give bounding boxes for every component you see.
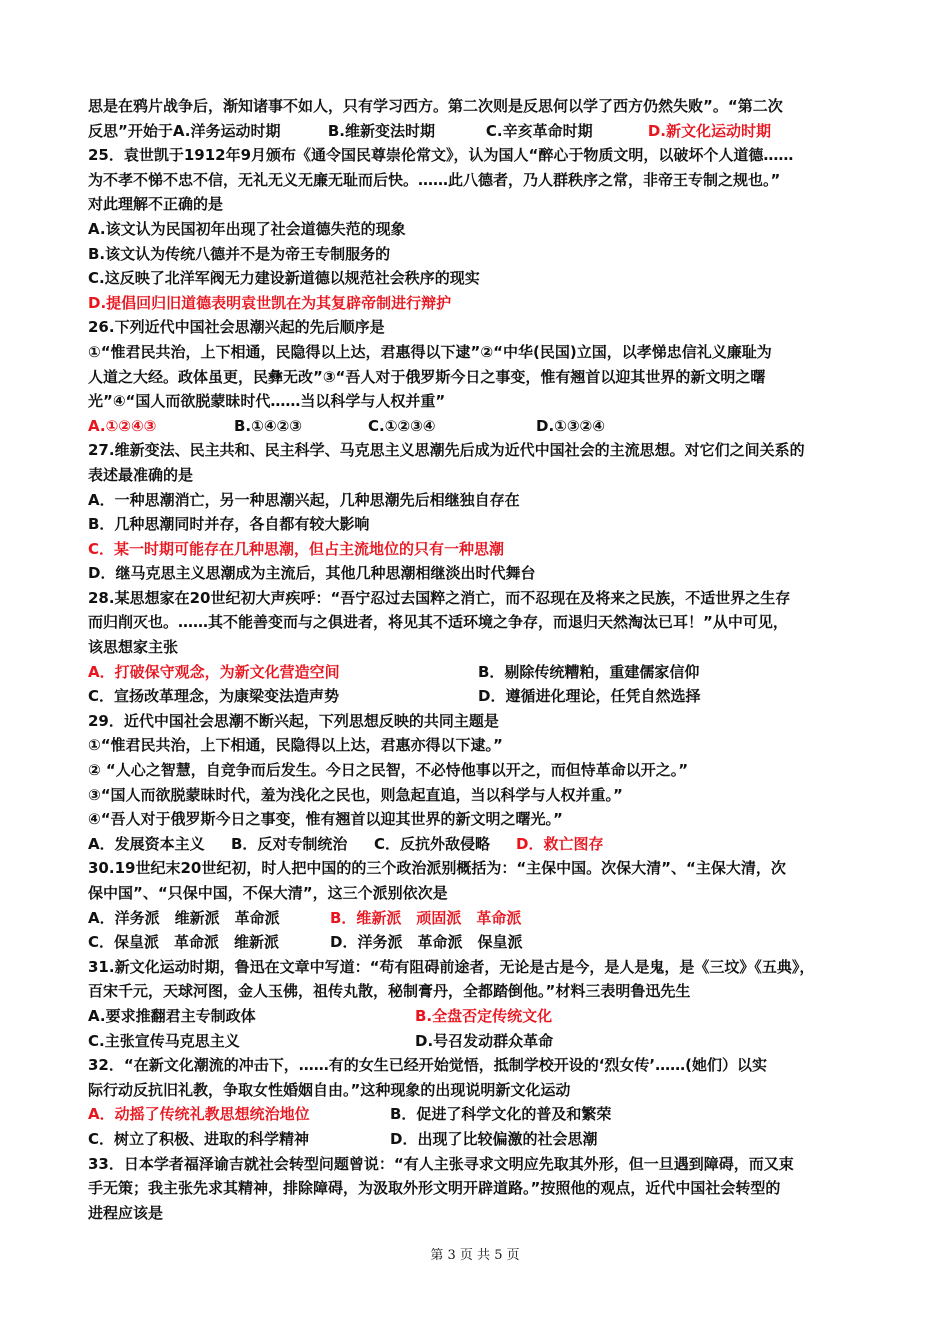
q32-options-row1 <box>88 1102 864 1127</box>
q25-stem-line3: 对此理解不正确的是 <box>88 195 224 214</box>
q26-item-line2: 人道之大经。政体虽更，民彝无改”③“吾人对于俄罗斯今日之事变，惟有翘首以迎其世界的新文明之曙 <box>88 367 766 386</box>
q31-option-b-answer: B.全盘否定传统文化 <box>415 1006 553 1025</box>
q32-option-a-answer: A．动摇了传统礼教思想统治地位 <box>88 1105 310 1124</box>
q27-option-d: D．继马克思主义思潮成为主流后，其他几种思潮相继淡出时代舞台 <box>88 564 536 583</box>
q27-stem-line1: 27.维新变法、民主共和、民主科学、马克思主义思潮先后成为近代中国社会的主流思想。对它们之间关系的 <box>88 441 805 460</box>
q33-stem-line1: 33．日本学者福泽谕吉就社会转型问题曾说：“有人主张寻求文明应先取其外形，但一旦遇到障碍，而又束 <box>88 1154 794 1173</box>
q24-stem-line2: 反思”开始于 <box>88 121 173 140</box>
q30-stem-line1: 30.19世纪末20世纪初，时人把中国的的三个政治派别概括为：“主保中国。次保大清”、“主保大清，次 <box>88 859 786 878</box>
q32-stem-line2: 际行动反抗旧礼教，争取女性婚姻自由。”这种现象的出现说明新文化运动 <box>88 1080 571 1099</box>
q32-options-row2 <box>88 1127 864 1152</box>
q24-option-b: B.维新变法时期 <box>327 121 435 140</box>
q24-stem-line1: 思是在鸦片战争后，渐知诸事不如人，只有学习西方。第二次则是反思何以学了西方仍然失败”。“第二次 <box>88 97 783 115</box>
q24-option-a: A.洋务运动时期 <box>172 121 281 140</box>
page-footer: 第 3 页 共 5 页 <box>430 1248 520 1263</box>
q27-option-a: A．一种思潮消亡，另一种思潮兴起，几种思潮先后相继独自存在 <box>88 490 520 509</box>
q26-item-line1: ①“惟君民共治，上下相通，民隐得以上达，君惠得以下逮”②“中华(民国)立国，以孝悌忠信礼义廉耻为 <box>88 342 772 361</box>
q31-stem-line2: 百宋千元，天球河图，金人玉佛，祖传丸散，秘制膏丹，全都踏倒他。”材料三表明鲁迅先生 <box>88 982 691 1001</box>
q25-stem-line2: 为不孝不悌不忠不信，无礼无义无廉无耻而后快。……此八德者，乃人群秩序之常，非帝王专制之规也。” <box>88 170 781 189</box>
q25-stem-line1: 25．袁世凯于1912年9月颁布《通令国民尊崇伦常文》，认为国人“醉心于物质文明，以破坏个人道德…… <box>88 146 794 165</box>
q29-option-a: A．发展资本主义 <box>88 834 205 853</box>
q27-stem-line2: 表述最准确的是 <box>88 465 194 484</box>
q29-item-4: ④“吾人对于俄罗斯今日之事变，惟有翘首以迎其世界的新文明之曙光。” <box>88 810 563 829</box>
q28-option-b: B．剔除传统糟粕，重建儒家信仰 <box>478 662 700 681</box>
q31-options-row2 <box>88 1029 864 1054</box>
exam-page <box>88 94 864 1225</box>
q31-stem-line1: 31.新文化运动时期，鲁迅在文章中写道：“苟有阻碍前途者，无论是古是今，是人是鬼，是《三坟》《五典》， <box>88 957 815 976</box>
q32-option-b: B．促进了科学文化的普及和繁荣 <box>390 1105 612 1124</box>
q26-item-line3: 光”④“国人而欲脱蒙昧时代……当以科学与人权并重” <box>88 392 446 411</box>
q29-option-b: B．反对专制统治 <box>231 834 348 853</box>
q25-option-c: C.这反映了北洋军阀无力建设新道德以规范社会秩序的现实 <box>88 269 480 288</box>
q29-option-d-answer: D．救亡图存 <box>516 834 604 853</box>
q31-option-c: C.主张宣传马克思主义 <box>88 1031 240 1050</box>
q31-options-row1 <box>88 1004 864 1029</box>
q31-option-a: A.要求推翻君主专制政体 <box>88 1006 256 1025</box>
q29-option-c: C．反抗外敌侵略 <box>374 834 491 853</box>
q31-option-d: D.号召发动群众革命 <box>415 1031 554 1050</box>
q24-option-c: C.辛亥革命时期 <box>485 121 593 140</box>
q29-item-2: ② “人心之智慧，自竞争而后发生。今日之民智，不必恃他事以开之，而但恃革命以开之。” <box>88 761 689 780</box>
q26-option-c: C.①②③④ <box>368 416 436 435</box>
q27-option-c-answer: C．某一时期可能存在几种思潮，但占主流地位的只有一种思潮 <box>88 539 505 558</box>
q26-options <box>88 414 864 439</box>
q30-option-d: D．洋务派 革命派 保皇派 <box>330 933 523 952</box>
q28-option-c: C．宣扬改革理念，为康梁变法造声势 <box>88 687 340 706</box>
q30-options-row2 <box>88 930 864 955</box>
q25-option-a: A.该文认为民国初年出现了社会道德失范的现象 <box>88 219 406 238</box>
q29-item-1: ①“惟君民共治，上下相通，民隐得以上达，君惠亦得以下逮。” <box>88 736 503 755</box>
q26-option-d: D.①③②④ <box>536 416 605 435</box>
q24-option-d-answer: D.新文化运动时期 <box>647 121 772 140</box>
q30-option-a: A．洋务派 维新派 革命派 <box>88 908 280 927</box>
q33-stem-line2: 手无策；我主张先求其精神，排除障碍，为汲取外形文明开辟道路。”按照他的观点，近代中国社会转型的 <box>88 1179 781 1198</box>
q26-option-b: B.①④②③ <box>234 416 302 435</box>
q32-option-d: D．出现了比较偏激的社会思潮 <box>390 1129 598 1148</box>
q28-option-a-answer: A．打破保守观念，为新文化营造空间 <box>88 662 340 681</box>
q30-option-c: C．保皇派 革命派 维新派 <box>88 933 280 952</box>
q28-stem-line1: 28.某思想家在20世纪初大声疾呼：“吾宁忍过去国粹之消亡，而不忍现在及将来之民族，不适世界之生存 <box>88 588 791 607</box>
q29-options <box>88 832 864 857</box>
q29-item-3: ③“国人而欲脱蒙昧时代，羞为浅化之民也，则急起直追，当以科学与人权并重。” <box>88 785 623 804</box>
q29-stem: 29．近代中国社会思潮不断兴起，下列思想反映的共同主题是 <box>88 711 499 730</box>
q25-option-b: B.该文认为传统八德并不是为帝王专制服务的 <box>88 244 391 263</box>
q30-stem-line2: 保中国”、“只保中国，不保大清”，这三个派别依次是 <box>88 884 448 902</box>
q28-option-d: D．遵循进化理论，任凭自然选择 <box>478 687 701 706</box>
q32-option-c: C．树立了积极、进取的科学精神 <box>88 1129 310 1148</box>
q28-options-row1 <box>88 660 864 685</box>
q30-option-b-answer: B．维新派 顽固派 革命派 <box>330 908 522 927</box>
q28-stem-line3: 该思想家主张 <box>88 638 179 657</box>
q33-stem-line3: 进程应该是 <box>88 1203 164 1222</box>
q30-options-row1 <box>88 906 864 931</box>
q32-stem-line1: 32．“在新文化潮流的冲击下，……有的女生已经开始觉悟，抵制学校开设的‘烈女传’……(她们）以实 <box>88 1056 767 1075</box>
q24-options <box>88 119 864 144</box>
q25-option-d-answer: D.提倡回归旧道德表明袁世凯在为其复辟帝制进行辩护 <box>88 293 452 312</box>
q28-options-row2 <box>88 684 864 709</box>
q27-option-b: B．几种思潮同时并存，各自都有较大影响 <box>88 515 370 534</box>
q26-option-a-answer: A.①②④③ <box>88 416 157 435</box>
q28-stem-line2: 而归削灭也。……其不能善变而与之俱进者，将见其不适环境之争存，而退归天然淘汰已耳！”从中可见， <box>88 613 788 632</box>
q26-stem: 26.下列近代中国社会思潮兴起的先后顺序是 <box>88 318 385 337</box>
